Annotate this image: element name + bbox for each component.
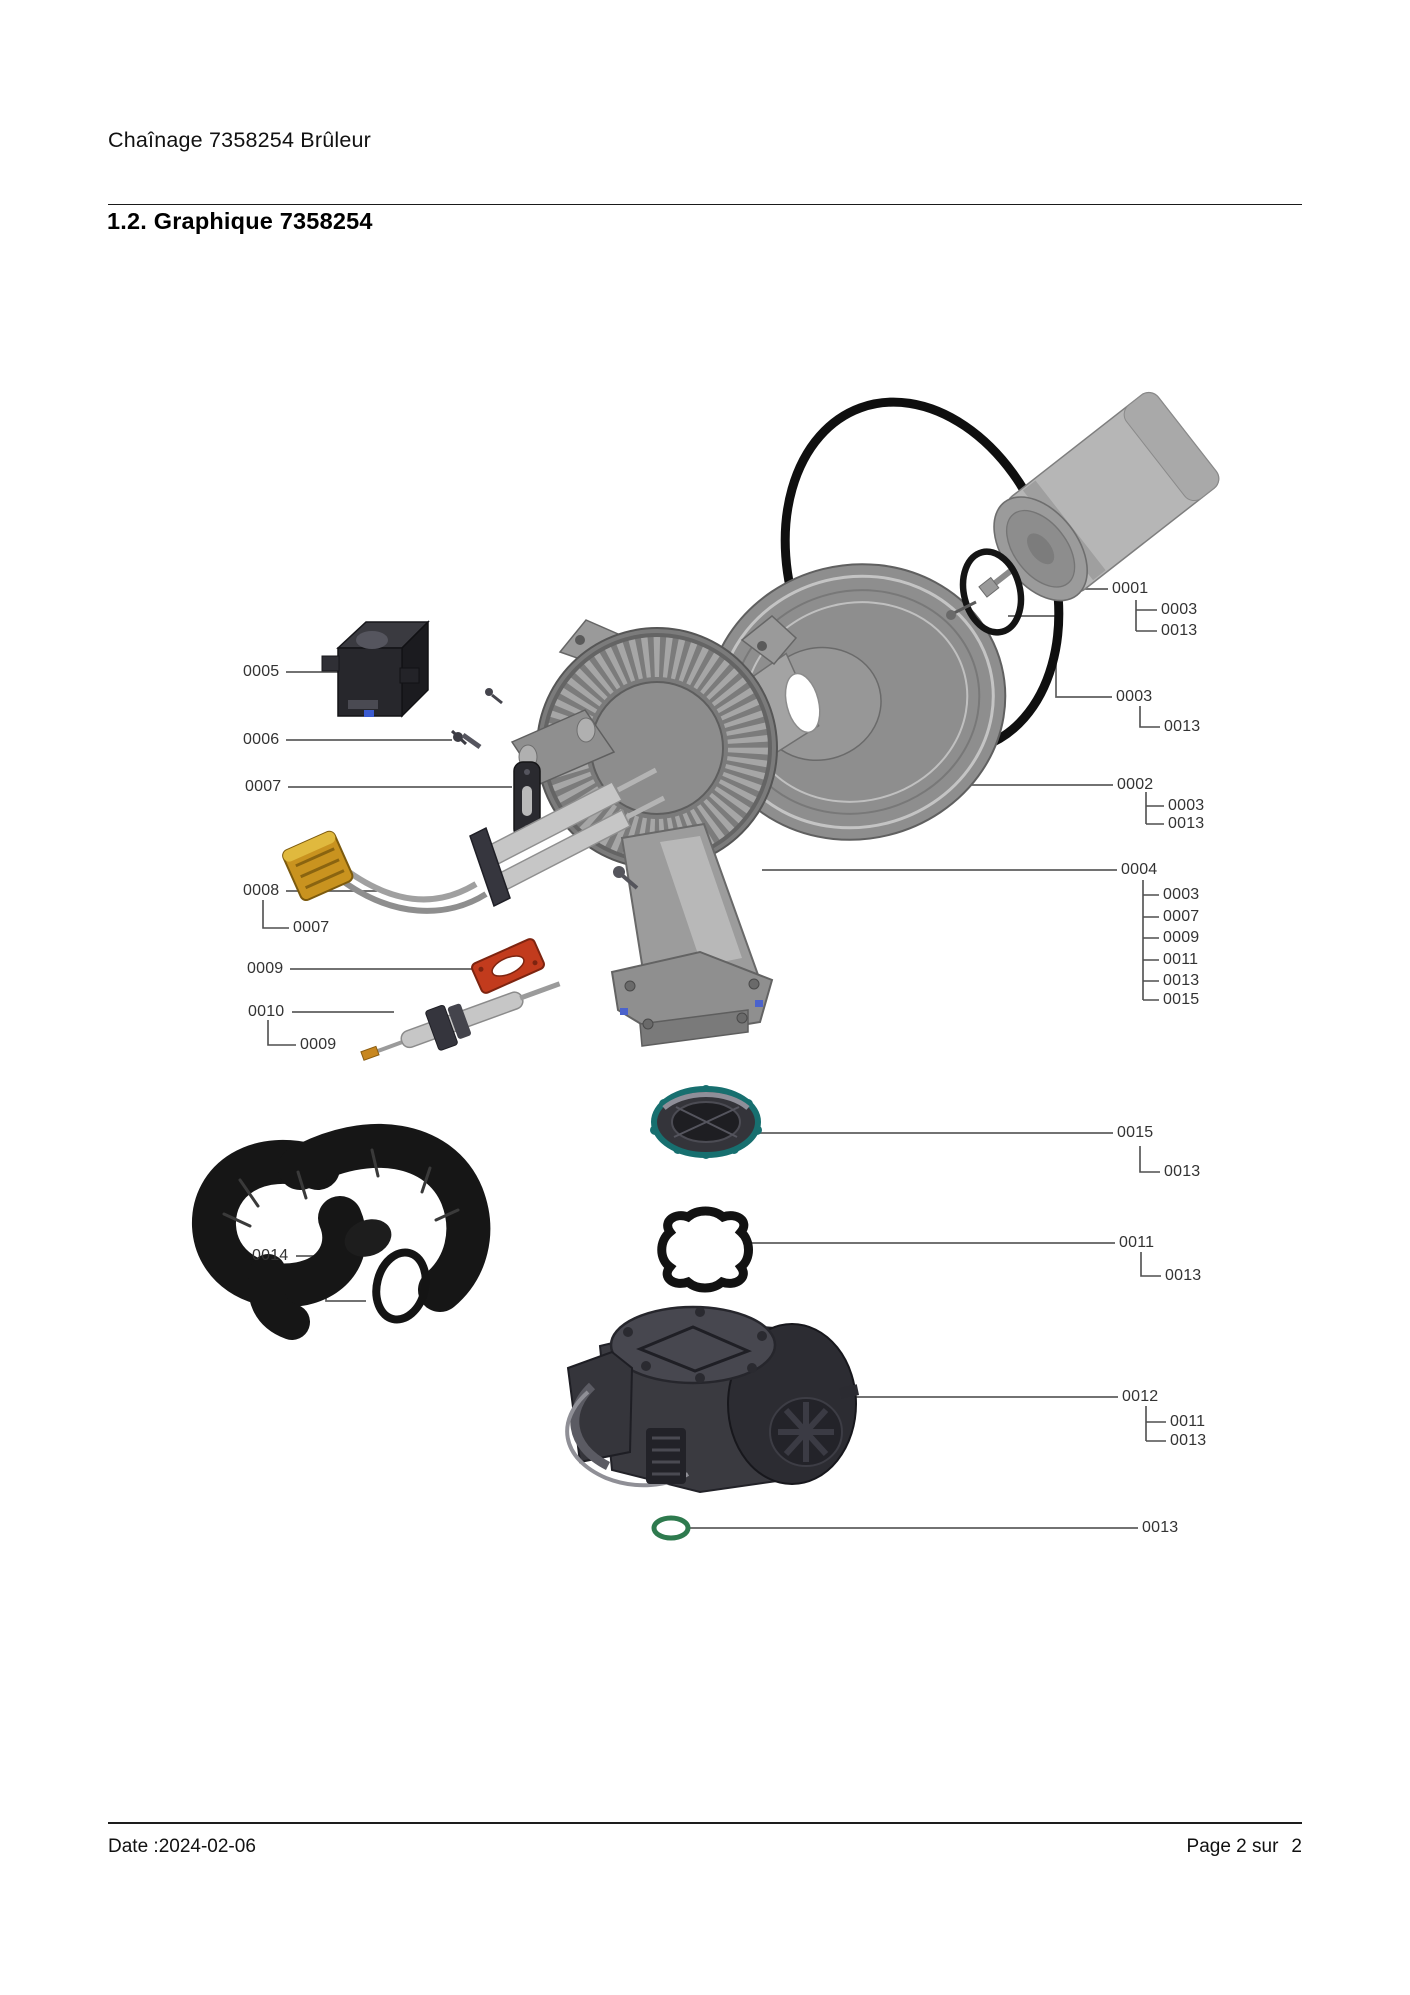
footer-page-prefix: Page 2 sur — [1186, 1836, 1279, 1857]
callout-0006: 0006 — [243, 731, 280, 748]
callout-0015-child-0013: 0013 — [1164, 1163, 1201, 1180]
callout-0007: 0007 — [245, 778, 282, 795]
electrode-0010-part — [355, 965, 567, 1076]
transformer-part — [322, 622, 428, 717]
callout-0011-child-0013: 0013 — [1165, 1267, 1202, 1284]
hose-part — [214, 1146, 468, 1322]
callout-0012-child-0011: 0011 — [1170, 1413, 1206, 1430]
callout-0004-child-0009: 0009 — [1163, 929, 1200, 946]
callout-0002: 0002 — [1117, 776, 1154, 793]
callout-0004-child-0015: 0015 — [1163, 991, 1200, 1008]
oring-0013-part — [654, 1518, 688, 1538]
gasket-0009-part — [470, 938, 545, 995]
callout-0010-child-0009: 0009 — [300, 1036, 337, 1053]
callout-0010: 0010 — [248, 1003, 285, 1020]
callout-0015: 0015 — [1117, 1124, 1154, 1141]
callout-0011: 0011 — [1119, 1234, 1155, 1251]
callout-0001-child-0003: 0003 — [1161, 601, 1198, 618]
pump-part — [567, 1307, 859, 1492]
callout-0004-child-0011: 0011 — [1163, 951, 1199, 968]
section-title: 1.2. Graphique 7358254 — [107, 208, 373, 234]
callout-0002-child-0003: 0003 — [1168, 797, 1205, 814]
callout-0008-child-0007: 0007 — [293, 919, 330, 936]
footer-page-number: 2 — [1291, 1836, 1302, 1857]
gasket-0011-part — [662, 1211, 749, 1288]
callout-0008: 0008 — [243, 882, 280, 899]
footer-date: Date :2024-02-06 — [108, 1836, 256, 1857]
callout-0009: 0009 — [247, 960, 284, 977]
callout-0012: 0012 — [1122, 1388, 1159, 1405]
callout-0005: 0005 — [243, 663, 280, 680]
screw-0006-part — [452, 731, 480, 747]
callout-0003-child-0013: 0013 — [1164, 718, 1201, 735]
callout-0013: 0013 — [1142, 1519, 1179, 1536]
callout-0001: 0001 — [1112, 580, 1149, 597]
callout-0003: 0003 — [1116, 688, 1153, 705]
callout-0014: 0014 — [252, 1247, 289, 1264]
callout-0004-child-0007: 0007 — [1163, 908, 1200, 925]
page-header-title: Chaînage 7358254 Brûleur — [108, 128, 371, 152]
callout-0012-child-0013: 0013 — [1170, 1432, 1207, 1449]
footer-rule — [108, 1822, 1302, 1824]
hose-oring-part — [369, 1247, 432, 1325]
pedestal-duct-part — [612, 824, 772, 1046]
callout-0004-child-0003: 0003 — [1163, 886, 1200, 903]
gasket-0015-part — [650, 1085, 762, 1159]
callout-0004-child-0013: 0013 — [1163, 972, 1200, 989]
callout-0002-child-0013: 0013 — [1168, 815, 1205, 832]
callout-0004: 0004 — [1121, 861, 1158, 878]
footer-pagination — [1187, 1836, 1302, 1858]
callout-0001-child-0013: 0013 — [1161, 622, 1198, 639]
